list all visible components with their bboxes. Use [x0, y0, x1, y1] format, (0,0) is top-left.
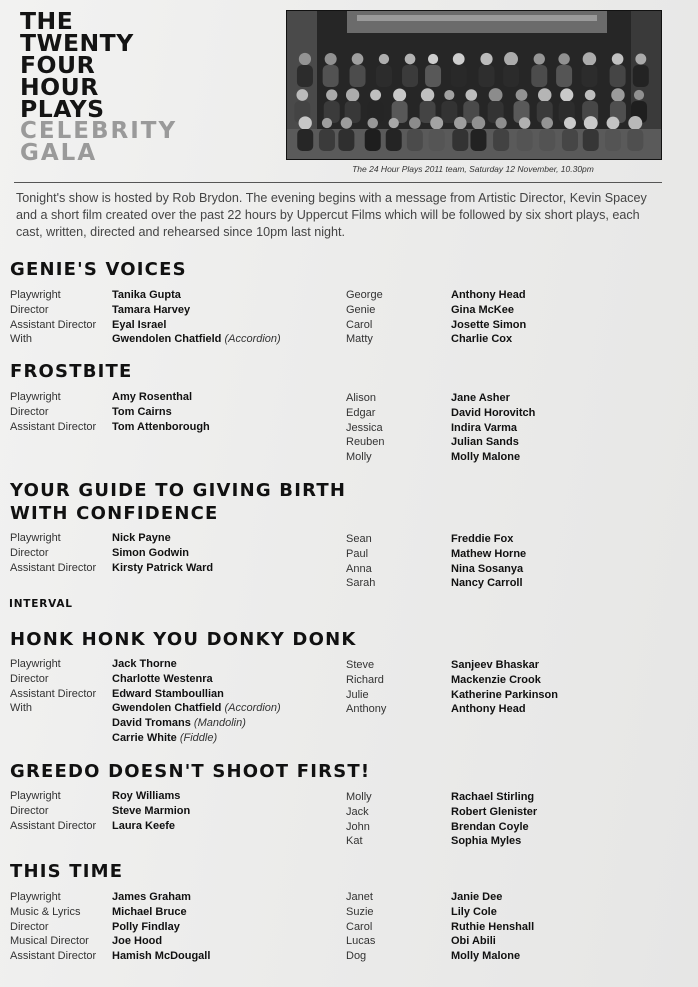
play-title: THIS TIME [10, 861, 124, 882]
cast-actor: Anthony Head [451, 703, 526, 716]
cast-character: Kat [346, 835, 363, 848]
crew-role: Assistant Director [10, 950, 97, 963]
cast-actors [451, 532, 526, 591]
cast-actor: Nina Sosanya [451, 562, 524, 575]
cast-characters [346, 391, 385, 465]
crew-name: Steve Marmion [112, 804, 191, 817]
crew-name: Simon Godwin [112, 546, 189, 559]
crew-role: Director [10, 303, 49, 316]
cast-actor: Molly Malone [451, 451, 521, 464]
intro-paragraph: Tonight's show is hosted by Rob Brydon. The evening begins with a message from Artistic Director, Kevin Spacey and a short film created over the past 22 hours by Uppercut Films which will be followed by six short plays, each cast, written, directed and rehearsed since 10pm last night. [16, 191, 647, 239]
crew-role: Playwright [10, 790, 61, 802]
cast-actor: Jane Asher [451, 392, 510, 404]
cast-actor: Ruthie Henshall [451, 920, 535, 933]
cast-characters [346, 532, 375, 591]
crew-name: Gwendolen Chatfield [112, 702, 222, 715]
cast-character: Carol [346, 318, 373, 331]
cast-characters [346, 790, 372, 849]
cast-actor: Anthony Head [451, 289, 526, 301]
crew-entry [112, 546, 213, 561]
crew-entry [112, 672, 281, 687]
crew-name: Nick Payne [112, 532, 171, 544]
cast-character: Anthony [346, 703, 387, 716]
crew-name: Roy Williams [112, 790, 181, 802]
crew-role: Playwright [10, 289, 61, 301]
crew-name: Kirsty Patrick Ward [112, 561, 214, 574]
cast-actor: Charlie Cox [451, 333, 513, 346]
crew-entry [112, 531, 213, 546]
cast-character: Janet [346, 891, 373, 903]
crew-entry [112, 905, 210, 920]
play-title: GENIE'S VOICES [10, 259, 187, 280]
crew-role: Assistant Director [10, 420, 97, 433]
crew-entry [112, 303, 281, 318]
team-photo [286, 10, 662, 160]
crew-entry [112, 920, 210, 935]
crew-entry [112, 804, 190, 819]
crew-role: Director [10, 405, 49, 418]
crew-entry [112, 405, 210, 420]
cast-actor: Mackenzie Crook [451, 673, 541, 686]
crew-names [112, 890, 210, 964]
crew-names [112, 789, 190, 833]
crew-entry [112, 716, 281, 731]
crew-role [10, 716, 96, 731]
crew-entry [112, 332, 281, 347]
crew-name: Hamish McDougall [112, 950, 211, 963]
cast-character: Sarah [346, 577, 376, 590]
logo-line: THE [20, 7, 74, 35]
cast-character: Dog [346, 950, 367, 963]
photo-caption: The 24 Hour Plays 2011 team, Saturday 12 November, 10.30pm [352, 164, 594, 174]
cast-character: Jack [346, 805, 369, 818]
play-title: YOUR GUIDE TO GIVING BIRTH [10, 480, 347, 501]
crew-entry [112, 657, 281, 672]
cast-actors [451, 288, 526, 347]
cast-actor: Robert Glenister [451, 805, 538, 818]
crew-names [112, 531, 213, 575]
crew-role: Director [10, 672, 49, 685]
crew-role: Director [10, 546, 49, 559]
cast-actors [451, 790, 537, 849]
cast-character: Sean [346, 533, 372, 545]
cast-actor: Indira Varma [451, 421, 518, 434]
logo-line: TWENTY [20, 29, 134, 57]
cast-character: Edgar [346, 406, 376, 419]
cast-character: Julie [346, 688, 369, 701]
crew-roles [10, 789, 96, 833]
crew-entry [112, 789, 190, 804]
play-title: WITH CONFIDENCE [10, 503, 219, 524]
crew-role: Playwright [10, 532, 61, 544]
cast-characters [346, 890, 375, 964]
crew-name: David Tromans [112, 717, 191, 730]
cast-actor: Josette Simon [451, 318, 527, 331]
cast-actor: Janie Dee [451, 891, 503, 903]
crew-entry [112, 420, 210, 435]
cast-actor: Sanjeev Bhaskar [451, 659, 540, 671]
cast-character: Steve [346, 659, 375, 671]
cast-actor: Freddie Fox [451, 533, 514, 545]
cast-characters [346, 658, 386, 717]
crew-names [112, 390, 210, 434]
cast-actor: Gina McKee [451, 303, 514, 316]
crew-role: Assistant Director [10, 561, 97, 574]
crew-role: Playwright [10, 391, 61, 403]
play-title: HONK HONK YOU DONKY DONK [10, 629, 357, 650]
crew-name: Charlotte Westenra [112, 672, 213, 685]
play-title: FROSTBITE [10, 361, 133, 382]
cast-character: Suzie [346, 905, 374, 918]
crew-name: Michael Bruce [112, 905, 187, 918]
crew-name: Tom Attenborough [112, 420, 210, 433]
cast-actor: Lily Cole [451, 905, 497, 918]
crew-roles [10, 890, 96, 964]
instrument-note: (Accordion) [224, 702, 281, 715]
logo-line: PLAYS [20, 95, 105, 123]
play-title: GREEDO DOESN'T SHOOT FIRST! [10, 761, 371, 782]
cast-character: Paul [346, 547, 369, 560]
instrument-note: (Fiddle) [179, 731, 218, 744]
cast-actor: Katherine Parkinson [451, 688, 558, 701]
crew-role: Director [10, 920, 49, 933]
instrument-note: (Accordion) [224, 333, 281, 346]
crew-name: Jack Thorne [112, 658, 177, 670]
crew-entry [112, 731, 281, 746]
crew-name: Amy Rosenthal [112, 391, 193, 403]
cast-actor: Sophia Myles [451, 835, 522, 848]
cast-characters [346, 288, 383, 347]
cast-character: Genie [346, 303, 376, 316]
cast-character: George [346, 289, 383, 301]
cast-actors [451, 658, 558, 717]
cast-character: Alison [346, 392, 376, 404]
logo-line: CELEBRITY [20, 118, 178, 144]
crew-name: Joe Hood [112, 935, 163, 948]
crew-role: Playwright [10, 658, 61, 670]
crew-entry [112, 288, 281, 303]
cast-character: Carol [346, 920, 373, 933]
cast-actor: Nancy Carroll [451, 577, 523, 590]
crew-entry [112, 390, 210, 405]
crew-role: Director [10, 804, 49, 817]
logo-line: FOUR [20, 51, 96, 79]
cast-character: Lucas [346, 935, 376, 948]
cast-actor: Brendan Coyle [451, 820, 529, 833]
crew-roles [10, 657, 96, 746]
interval-label: INTERVAL [9, 598, 73, 610]
cast-character: Anna [346, 562, 372, 575]
cast-actor: Molly Malone [451, 950, 521, 963]
crew-names [112, 288, 281, 347]
logo-line: GALA [20, 140, 98, 166]
cast-character: John [346, 820, 370, 833]
crew-roles [10, 531, 96, 575]
crew-role: Musical Director [10, 935, 89, 948]
crew-name: Eyal Israel [112, 318, 167, 331]
crew-entry [112, 687, 281, 702]
crew-entry [112, 701, 281, 716]
crew-role [10, 731, 96, 746]
crew-name: James Graham [112, 891, 191, 903]
cast-character: Richard [346, 673, 384, 686]
crew-roles [10, 288, 96, 347]
crew-entry [112, 934, 210, 949]
cast-actors [451, 890, 534, 964]
crew-role: Music & Lyrics [10, 905, 81, 918]
cast-actor: Rachael Stirling [451, 791, 535, 803]
crew-entry [112, 561, 213, 576]
crew-name: Tamara Harvey [112, 303, 191, 316]
crew-roles [10, 390, 96, 434]
crew-entry [112, 949, 210, 964]
crew-entry [112, 890, 210, 905]
cast-character: Molly [346, 451, 372, 464]
cast-actor: Obi Abili [451, 935, 496, 948]
cast-actor: Julian Sands [451, 436, 519, 449]
cast-character: Matty [346, 333, 373, 346]
instrument-note: (Mandolin) [193, 717, 246, 730]
crew-entry [112, 819, 190, 834]
crew-name: Carrie White [112, 731, 177, 744]
crew-role: Assistant Director [10, 819, 97, 832]
crew-name: Tanika Gupta [112, 289, 181, 301]
crew-role: With [10, 702, 32, 715]
cast-actor: David Horovitch [451, 406, 536, 419]
crew-name: Edward Stamboullian [112, 687, 224, 700]
crew-role: Playwright [10, 891, 61, 903]
cast-character: Molly [346, 791, 372, 803]
crew-role: With [10, 333, 32, 346]
crew-entry [112, 318, 281, 333]
crew-names [112, 657, 281, 746]
logo-line: HOUR [20, 73, 99, 101]
crew-name: Laura Keefe [112, 819, 175, 832]
cast-character: Reuben [346, 436, 385, 449]
crew-name: Tom Cairns [112, 405, 172, 418]
event-logo [20, 7, 280, 166]
divider [14, 182, 662, 183]
crew-role: Assistant Director [10, 318, 97, 331]
crew-name: Polly Findlay [112, 920, 180, 933]
cast-character: Jessica [346, 421, 383, 434]
cast-actors [451, 391, 535, 465]
crew-role: Assistant Director [10, 687, 97, 700]
cast-actor: Mathew Horne [451, 547, 527, 560]
crew-name: Gwendolen Chatfield [112, 333, 222, 346]
